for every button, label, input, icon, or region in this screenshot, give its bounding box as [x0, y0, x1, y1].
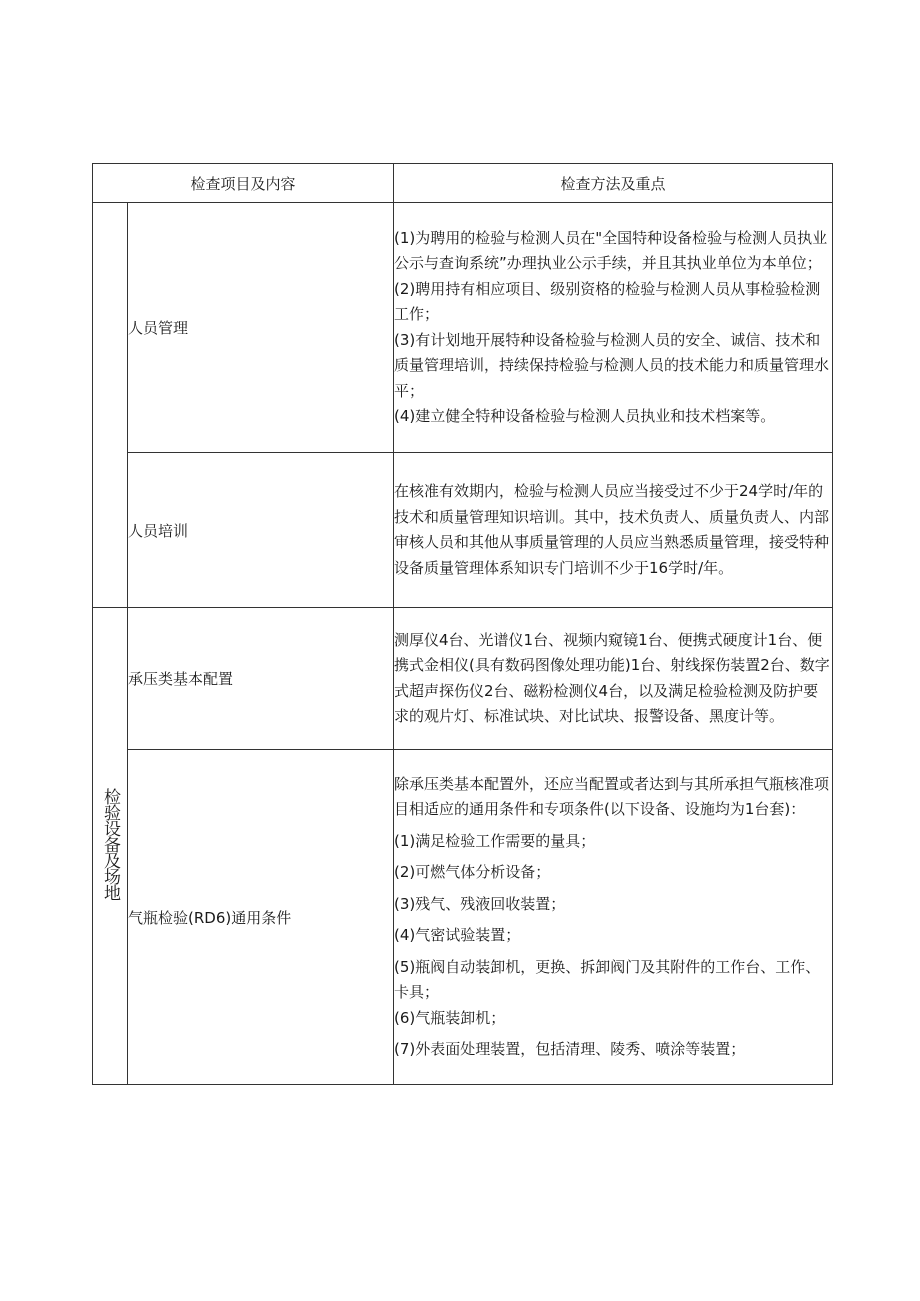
method-line: 测厚仪4台、光谱仪1台、视频内窥镜1台、便携式硬度计1台、便携式金相仪(具有数码图像处理功能)1台、射线探伤装置2台、数字式超声探伤仪2台、磁粉检测仪4台，以及满足检验检测及防护要求的观片灯、标准试块、对比试块、报警设备、黑度计等。 [394, 630, 830, 725]
item-cell: 承压类基本配置 [128, 608, 394, 750]
method-cell [394, 203, 833, 453]
category-cell-personnel [93, 203, 128, 608]
item-cell: 人员培训 [128, 453, 394, 608]
method-line: (5)瓶阀自动装卸机，更换、拆卸阀门及其附件的工作台、工作、卡具； [394, 957, 821, 1001]
method-line: (7)外表面处理装置，包括清理、陵秀、喷涂等装置； [394, 1040, 746, 1058]
method-line: (3)残气、残液回收装置； [394, 894, 566, 913]
method-line: 在核准有效期内，检验与检测人员应当接受过不少于24学时/年的技术和质量管理知识培训。其中，技术负责人、质量负责人、内部审核人员和其他从事质量管理的人员应当熟悉质量管理，接受特种设备质量管理体系知识专门培训不少于16学时/年。 [394, 482, 830, 577]
method-line: (3)有计划地开展特种设备检验与检测人员的安全、诚信、技术和质量管理培训，持续保持检验与检测人员的技术能力和质量管理水平； [394, 330, 830, 400]
table-row [93, 453, 833, 608]
method-line: (4)气密试验装置； [394, 926, 521, 944]
item-cell: 气瓶检验(RD6)通用条件 [128, 750, 394, 1085]
method-line: (4)建立健全特种设备检验与检测人员执业和技术档案等。 [394, 407, 776, 425]
method-line: 除承压类基本配置外，还应当配置或者达到与其所承担气瓶核准项目相适应的通用条件和专项条件(以下设备、设施均为1台套)： [394, 774, 830, 818]
method-line: (6)气瓶装卸机； [394, 1008, 506, 1027]
item-cell: 人员管理 [128, 203, 394, 453]
table-row [93, 750, 833, 1085]
method-cell [394, 750, 833, 1085]
category-cell-equipment [93, 608, 128, 1085]
table-row [93, 608, 833, 750]
header-method-focus: 检查方法及重点 [394, 164, 833, 203]
table-row [93, 203, 833, 453]
method-cell [394, 453, 833, 608]
category-label: 检验设备及场地 [100, 788, 120, 900]
method-line: (1)为聘用的检验与检测人员在"全国特种设备检验与检测人员执业公示与查询系统”办理执业公示手续，并且其执业单位为本单位； [394, 228, 828, 272]
method-cell [394, 608, 833, 750]
method-line: (2)聘用持有相应项目、级别资格的检验与检测人员从事检验检测工作； [394, 279, 821, 323]
inspection-table [92, 163, 833, 1085]
method-line: (1)满足检验工作需要的量具； [394, 831, 596, 850]
table-header-row [93, 164, 833, 203]
header-item-content: 检查项目及内容 [93, 164, 394, 203]
method-line: (2)可燃气体分析设备； [394, 863, 551, 881]
